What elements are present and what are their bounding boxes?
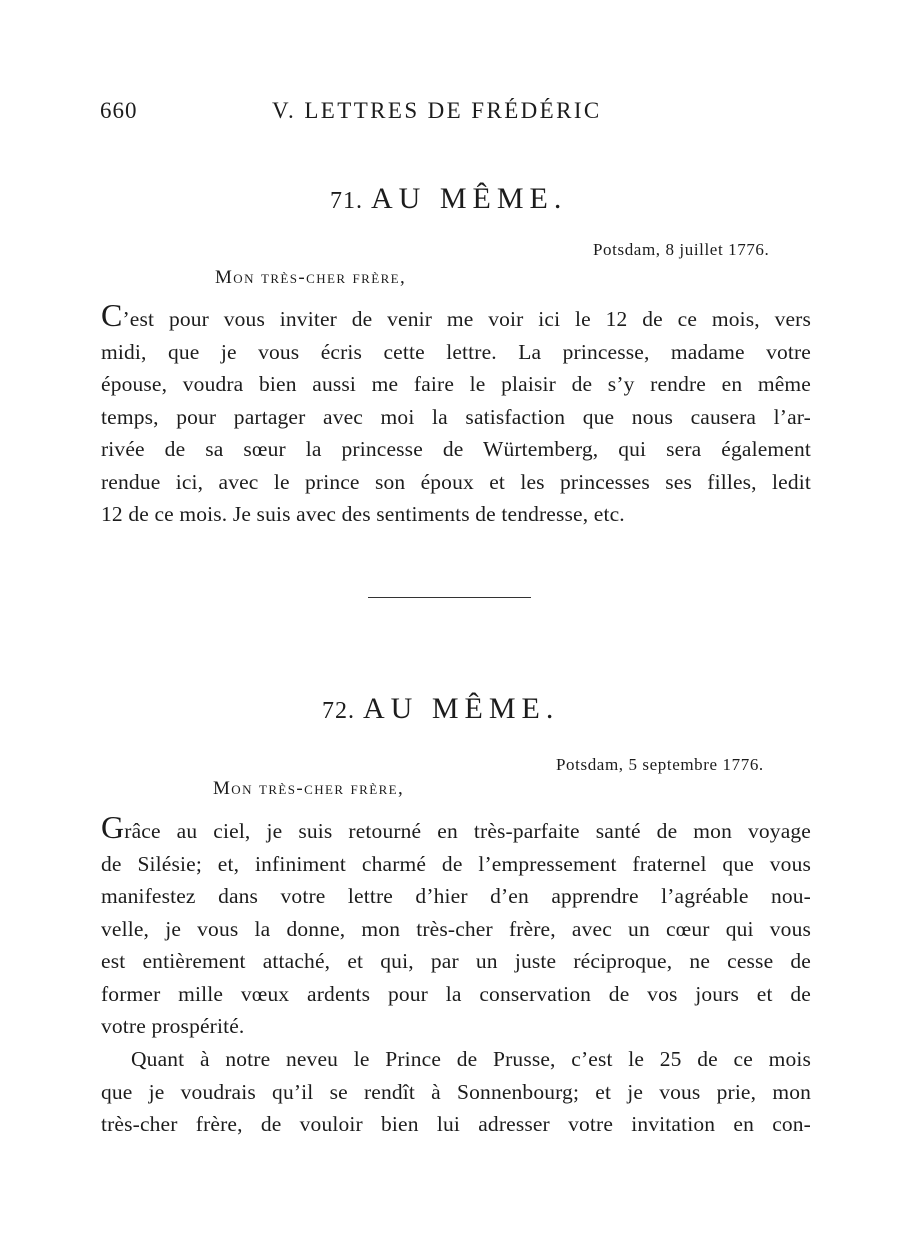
letter-72-dateline: Potsdam, 5 septembre 1776. — [556, 755, 764, 774]
letter-72-title: AU MÊME. — [363, 692, 560, 725]
text-line: 12 de ce mois. Je suis avec des sentiments de tendresse, etc. — [101, 502, 625, 526]
text-line: rivée de sa sœur la princesse de Würtemberg, qui sera également — [101, 437, 811, 461]
text-line: rendue ici, avec le prince son époux et les princesses ses filles, ledit — [101, 469, 811, 494]
letter-71-dateline: Potsdam, 8 juillet 1776. — [593, 240, 770, 259]
letter-71-salutation: Mon très-cher frère, — [215, 267, 407, 288]
text-line: est entièrement attaché, et qui, par un juste réciproque, ne cesse de — [101, 949, 811, 973]
text-line: Quant à notre neveu le Prince de Prusse, c’est le 25 de ce mois — [131, 1047, 811, 1071]
section-separator-rule — [368, 597, 531, 598]
letter-72-paragraph-1 — [101, 809, 811, 1043]
text-line: former mille vœux ardents pour la conservation de vos jours et de — [101, 981, 811, 1006]
letter-72-salutation: Mon très-cher frère, — [213, 778, 405, 799]
letter-71-title: AU MÊME. — [371, 182, 568, 215]
text-line: épouse, voudra bien aussi me faire le plaisir de s’y rendre en même — [101, 372, 811, 396]
letter-71-paragraph — [101, 297, 811, 531]
letter-72-paragraph-2 — [101, 1043, 811, 1141]
text-line: très-cher frère, de vouloir bien lui adresser votre invitation en con- — [101, 1112, 811, 1136]
text-line: midi, que je vous écris cette lettre. La princesse, madame votre — [101, 339, 811, 364]
letter-72-number: 72. — [322, 698, 355, 724]
letter-72-heading — [322, 692, 559, 726]
text-line: velle, je vous la donne, mon très-cher frère, avec un cœur qui vous — [101, 916, 811, 941]
page-number: 660 — [100, 98, 138, 123]
text-line: manifestez dans votre lettre d’hier d’en apprendre l’agréable nou- — [101, 884, 811, 908]
running-head: V. LETTRES DE FRÉDÉRIC — [272, 98, 602, 123]
drop-cap: C — [101, 297, 123, 333]
letter-71-heading — [330, 182, 567, 216]
letter-71-number: 71. — [330, 188, 363, 214]
text-line: votre prospérité. — [101, 1014, 245, 1038]
text-line: temps, pour partager avec moi la satisfaction que nous causera l’ar- — [101, 404, 811, 429]
drop-cap: G — [101, 809, 125, 845]
text-line: que je voudrais qu’il se rendît à Sonnenbourg; et je vous prie, mon — [101, 1079, 811, 1104]
text-line: Grâce au ciel, je suis retourné en très-parfaite santé de mon voyage — [101, 809, 811, 845]
text-line: C’est pour vous inviter de venir me voir ici le 12 de ce mois, vers — [101, 297, 811, 333]
text-line: de Silésie; et, infiniment charmé de l’empressement fraternel que vous — [101, 851, 811, 876]
